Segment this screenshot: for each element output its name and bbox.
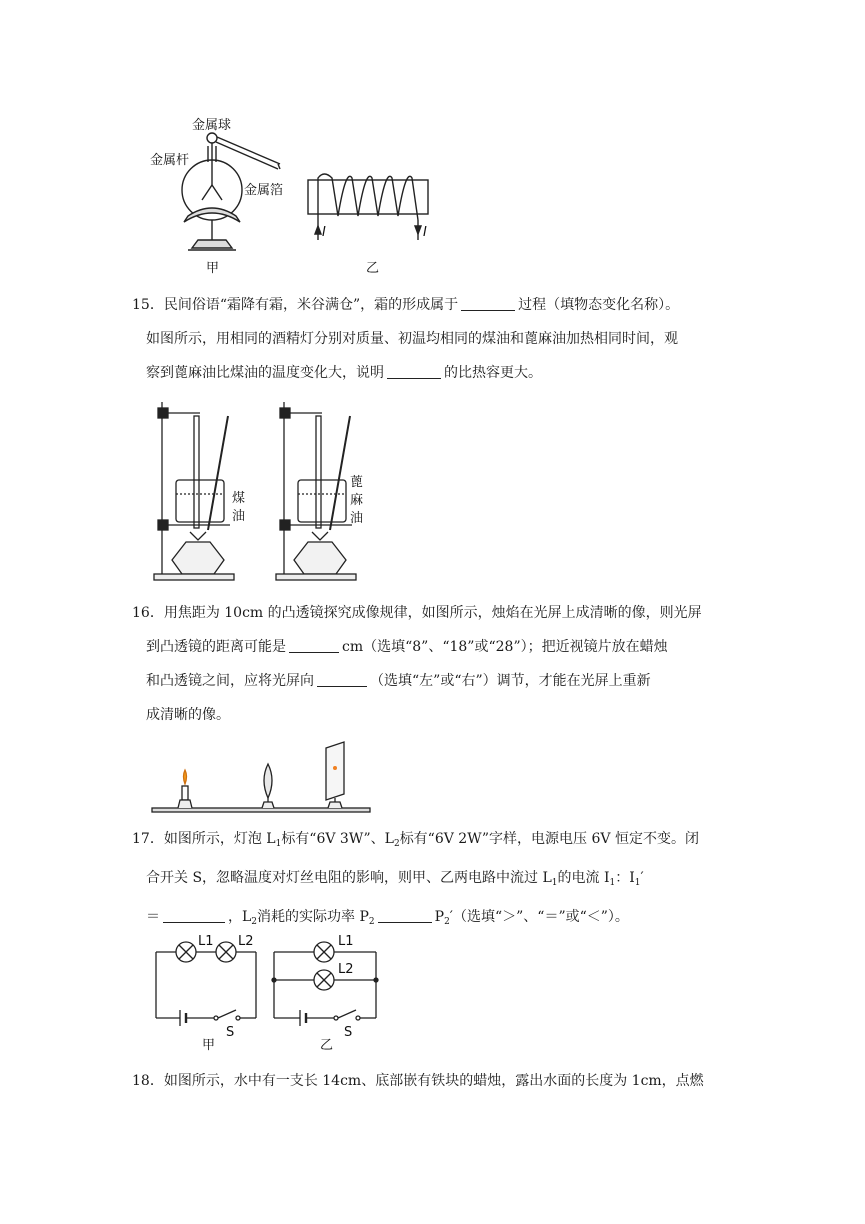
q17-line1c: 标有“6V 2W”字样，电源电压 6V 恒定不变。闭 <box>399 831 699 847</box>
q17-sub-p2p: 2 <box>444 917 450 927</box>
label-S-series: S <box>226 1025 235 1040</box>
q17-line3a: ＝ <box>146 909 160 925</box>
label-current-left: I <box>322 225 326 240</box>
caption-jia-14: 甲 <box>206 261 220 276</box>
question-15 <box>132 288 734 390</box>
q17-sub-l2: 2 <box>393 839 400 849</box>
q15-line1b: 过程（填物态变化名称）。 <box>518 297 680 313</box>
label-kerosene-1: 煤 <box>232 491 246 506</box>
q17-line2d: ′ <box>640 870 644 886</box>
caption-yi-14: 乙 <box>366 261 380 276</box>
circuit-parallel <box>272 942 378 1026</box>
q17-sub-l1: 1 <box>275 839 282 849</box>
q17-sub-l1b: 1 <box>551 878 558 888</box>
q17-line3e: ′（选填“＞”、“＝”或“＜”）。 <box>449 909 629 925</box>
q17-line1a: 如图所示，灯泡 L <box>163 831 276 847</box>
q17-line3d: P <box>434 909 445 925</box>
label-kerosene-2: 油 <box>232 509 246 524</box>
q18-line1: 如图所示，水中有一支长 14cm、底部嵌有铁块的蜡烛，露出水面的长度为 1cm，点燃 <box>163 1073 704 1089</box>
heating-setup-castor-oil <box>276 402 356 580</box>
q15-number: 15． <box>132 297 164 313</box>
label-metal-foil: 金属箔 <box>244 183 284 198</box>
label-L1-series: L1 <box>198 934 214 949</box>
question-18 <box>132 1064 734 1098</box>
q17-line2c: ：I <box>615 870 635 886</box>
q17-blank-2[interactable] <box>378 907 432 923</box>
q16-blank-2[interactable] <box>317 671 367 687</box>
q17-sub-i1: 1 <box>609 878 616 888</box>
q15-blank-1[interactable] <box>461 295 515 311</box>
q16-line1: 用焦距为 10cm 的凸透镜探究成像规律，如图所示，烛焰在光屏上成清晰的像，则光屏 <box>163 605 702 621</box>
label-castor-1: 蓖 <box>350 475 364 490</box>
figure-circuits <box>150 932 390 1052</box>
question-16 <box>132 596 734 732</box>
label-metal-rod: 金属杆 <box>150 153 190 168</box>
figure-optical-bench <box>150 740 375 815</box>
circuit-series <box>156 942 256 1026</box>
label-castor-2: 麻 <box>350 493 364 508</box>
figure-electroscope-solenoid <box>140 112 460 282</box>
label-current-right: I <box>423 225 427 240</box>
q17-line1b: 标有“6V 3W”、L <box>281 831 394 847</box>
q17-sub-p2: 2 <box>368 917 375 927</box>
q15-line1a: 民间俗语“霜降有霜，米谷满仓”，霜的形成属于 <box>163 297 459 313</box>
label-S-parallel: S <box>344 1025 353 1040</box>
q16-blank-1[interactable] <box>289 637 339 653</box>
label-metal-ball: 金属球 <box>192 118 232 133</box>
q17-line3c: 消耗的实际功率 P <box>257 909 369 925</box>
q15-line2: 如图所示，用相同的酒精灯分别对质量、初温均相同的煤油和蓖麻油加热相同时间，观 <box>146 331 678 347</box>
q16-line4: 成清晰的像。 <box>146 707 230 723</box>
q17-line3b: ，L <box>228 909 252 925</box>
q16-line3b: （选填“左”或“右”）调节，才能在光屏上重新 <box>370 673 651 689</box>
q17-sub-l2b: 2 <box>251 917 258 927</box>
optical-bench-drawing <box>152 742 370 812</box>
q17-sub-i1p: 1 <box>634 878 641 888</box>
label-L2-parallel: L2 <box>338 962 354 977</box>
q17-line2b: 的电流 I <box>557 870 610 886</box>
q16-number: 16． <box>132 605 164 621</box>
caption-jia-17: 甲 <box>202 1038 216 1052</box>
q16-line3a: 和凸透镜之间，应将光屏向 <box>146 673 314 689</box>
q15-blank-2[interactable] <box>387 363 441 379</box>
solenoid-drawing <box>308 174 428 240</box>
q15-line3a: 察到蓖麻油比煤油的温度变化大，说明 <box>146 365 384 381</box>
q15-line3b: 的比热容更大。 <box>444 365 542 381</box>
heating-setup-kerosene <box>154 402 234 580</box>
q17-number: 17． <box>132 831 164 847</box>
label-castor-3: 油 <box>350 511 364 526</box>
q16-line2a: 到凸透镜的距离可能是 <box>146 639 286 655</box>
label-L1-parallel: L1 <box>338 934 354 949</box>
q16-line2b: cm（选填“8”、“18”或“28”）；把近视镜片放在蜡烛 <box>342 639 668 655</box>
q17-blank-1[interactable] <box>163 907 225 923</box>
label-L2-series: L2 <box>238 934 254 949</box>
q18-number: 18． <box>132 1073 164 1089</box>
question-17 <box>132 822 734 939</box>
figure-heating-apparatus <box>150 398 380 588</box>
caption-yi-17: 乙 <box>320 1038 334 1052</box>
q17-line2a: 合开关 S，忽略温度对灯丝电阻的影响，则甲、乙两电路中流过 L <box>146 870 552 886</box>
